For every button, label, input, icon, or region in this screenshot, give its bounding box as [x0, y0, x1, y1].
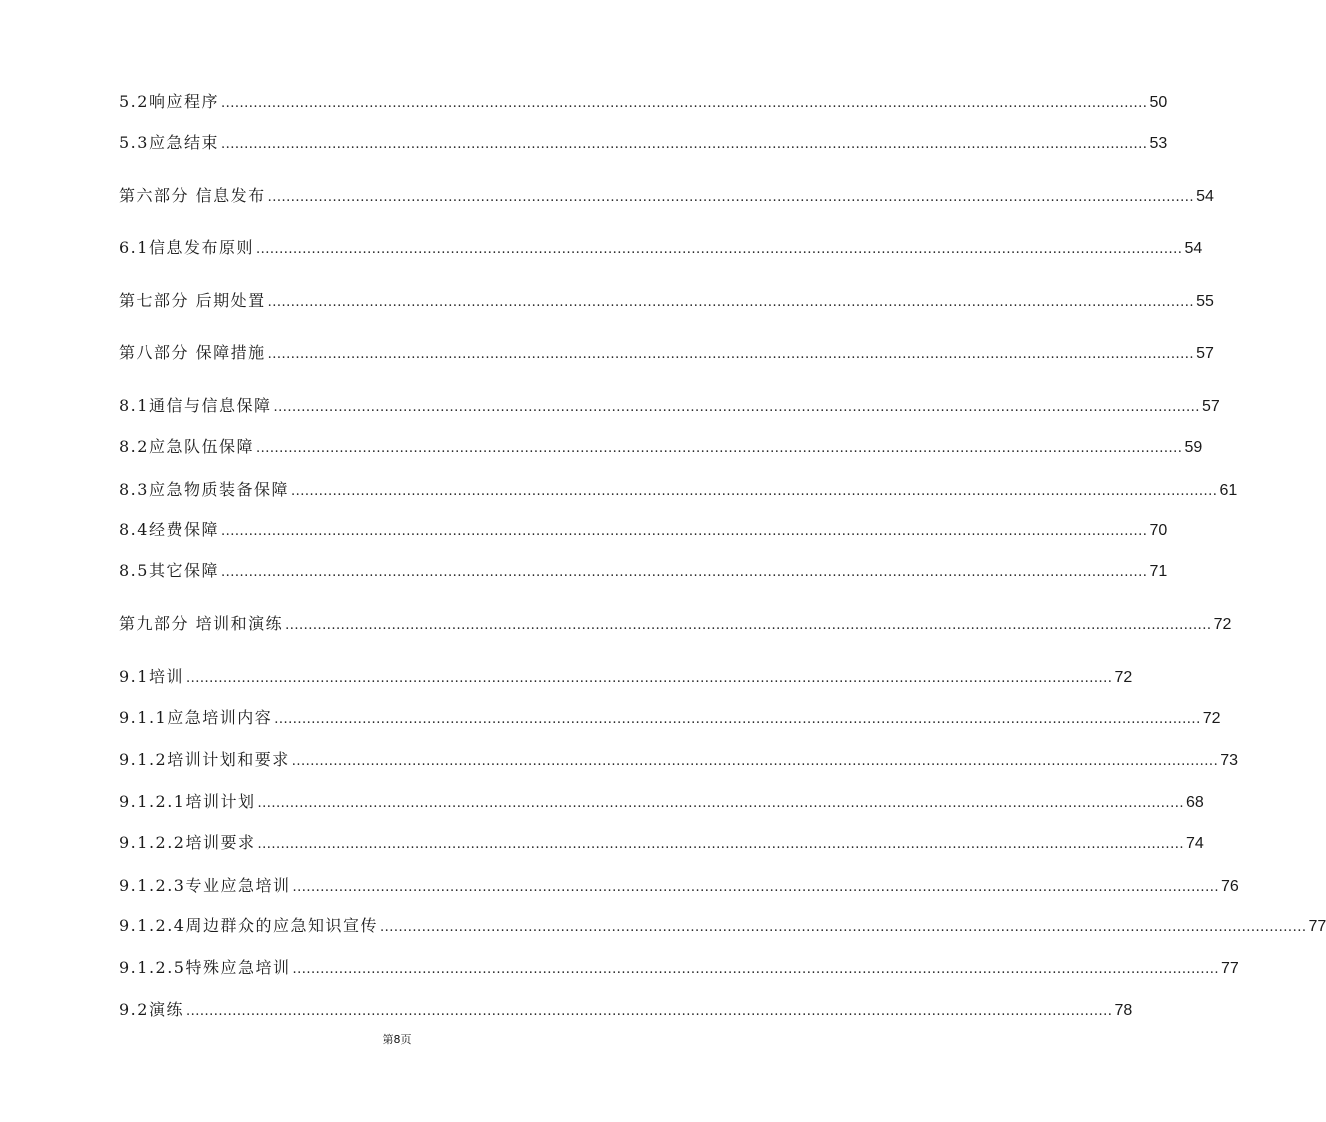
toc-entry[interactable]	[119, 132, 1168, 154]
toc-entry[interactable]	[119, 91, 1168, 113]
toc-number: 8.3	[119, 480, 149, 499]
toc-leader: ........................................................................................................................................................................................................	[257, 837, 1184, 852]
toc-title: 培训计划和要求	[167, 750, 290, 769]
toc-number: 8.4	[119, 520, 149, 539]
toc-entry[interactable]	[119, 999, 1133, 1021]
toc-leader: ........................................................................................................................................................................................................	[255, 441, 1183, 456]
toc-number: 9.1.2.5	[119, 958, 186, 977]
toc-entry[interactable]	[119, 832, 1204, 854]
toc-entry[interactable]	[119, 237, 1203, 259]
toc-leader: ........................................................................................................................................................................................................	[185, 671, 1113, 686]
footer-page-label: 第8页	[382, 1033, 412, 1046]
toc-entry[interactable]	[119, 519, 1168, 541]
toc-page-number: 71	[1149, 563, 1168, 580]
toc-number: 9.1.2.4	[119, 916, 186, 935]
toc-leader: ........................................................................................................................................................................................................	[380, 920, 1307, 935]
toc-page-number: 54	[1184, 240, 1203, 257]
toc-leader: ........................................................................................................................................................................................................	[285, 618, 1212, 633]
toc-title: 应急培训内容	[167, 708, 273, 727]
toc-leader: ........................................................................................................................................................................................................	[220, 96, 1148, 111]
toc-title: 应急物质装备保障	[148, 480, 289, 499]
toc-entry[interactable]	[119, 185, 1214, 207]
toc-page-number: 70	[1149, 522, 1168, 539]
toc-number: 6.1	[119, 238, 149, 257]
toc-page-number: 77	[1308, 918, 1326, 935]
toc-number: 5.3	[119, 133, 149, 152]
toc-entry[interactable]	[119, 560, 1168, 582]
toc-entry[interactable]	[119, 395, 1220, 417]
toc-leader: ........................................................................................................................................................................................................	[257, 796, 1184, 811]
toc-number: 8.1	[119, 396, 149, 415]
toc-page-number: 78	[1114, 1002, 1133, 1019]
toc-page-number: 72	[1213, 616, 1232, 633]
toc-entry[interactable]	[119, 479, 1238, 501]
toc-page-number: 57	[1201, 398, 1220, 415]
toc-title: 其它保障	[148, 561, 219, 580]
toc-entry[interactable]	[119, 290, 1214, 312]
toc-title: 第八部分 保障措施	[119, 343, 266, 362]
toc-title: 应急结束	[148, 133, 219, 152]
toc-page-number: 54	[1196, 188, 1214, 205]
toc-title: 通信与信息保障	[148, 396, 272, 415]
toc-leader: ........................................................................................................................................................................................................	[291, 754, 1219, 769]
toc-entry[interactable]	[119, 791, 1204, 813]
toc-title: 培训	[148, 667, 184, 686]
toc-leader: ........................................................................................................................................................................................................	[267, 190, 1195, 205]
toc-entry[interactable]	[119, 436, 1203, 458]
toc-page-number: 74	[1185, 835, 1204, 852]
toc-page-number: 57	[1196, 345, 1214, 362]
toc-page-number: 72	[1114, 669, 1133, 686]
toc-leader: ........................................................................................................................................................................................................	[220, 565, 1148, 580]
toc-page-number: 61	[1219, 482, 1238, 499]
toc-number: 9.1	[119, 667, 149, 686]
toc-number: 9.1.2.1	[119, 792, 186, 811]
toc-title: 培训计划	[185, 792, 256, 811]
toc-entry[interactable]	[119, 957, 1239, 979]
toc-entry[interactable]	[119, 749, 1238, 771]
toc-page-number: 55	[1196, 293, 1214, 310]
toc-entry[interactable]	[119, 666, 1133, 688]
toc-number: 9.1.2.3	[119, 876, 186, 895]
toc-page-number: 76	[1220, 878, 1239, 895]
toc-number: 9.1.2	[119, 750, 168, 769]
toc-leader: ........................................................................................................................................................................................................	[185, 1004, 1113, 1019]
toc-entry[interactable]	[119, 915, 1326, 937]
toc-leader: ........................................................................................................................................................................................................	[220, 137, 1148, 152]
toc-entry[interactable]	[119, 875, 1239, 897]
toc-page-number: 73	[1220, 752, 1238, 769]
toc-title: 响应程序	[148, 92, 219, 111]
toc-leader: ........................................................................................................................................................................................................	[273, 400, 1200, 415]
toc-page-number: 53	[1149, 135, 1168, 152]
toc-number: 8.5	[119, 561, 149, 580]
toc-number: 9.2	[119, 1000, 149, 1019]
toc-title: 经费保障	[148, 520, 219, 539]
toc-title: 第九部分 培训和演练	[119, 614, 284, 633]
toc-entry[interactable]	[119, 342, 1214, 364]
toc-leader: ........................................................................................................................................................................................................	[290, 484, 1218, 499]
page-footer	[0, 1031, 794, 1047]
toc-title: 特殊应急培训	[185, 958, 291, 977]
toc-entry[interactable]	[119, 707, 1221, 729]
toc-page-number: 59	[1184, 439, 1203, 456]
toc-title: 应急队伍保障	[148, 437, 254, 456]
toc-number: 9.1.1	[119, 708, 168, 727]
toc-title: 信息发布原则	[148, 238, 254, 257]
toc-title: 周边群众的应急知识宣传	[185, 916, 378, 935]
toc-leader: ........................................................................................................................................................................................................	[220, 524, 1148, 539]
toc-leader: ........................................................................................................................................................................................................	[292, 962, 1219, 977]
toc-page-number: 50	[1149, 94, 1168, 111]
toc-leader: ........................................................................................................................................................................................................	[255, 242, 1183, 257]
toc-number: 5.2	[119, 92, 149, 111]
toc-leader: ........................................................................................................................................................................................................	[292, 880, 1219, 895]
toc-page-number: 77	[1220, 960, 1239, 977]
toc-title: 专业应急培训	[185, 876, 291, 895]
toc-title: 培训要求	[185, 833, 256, 852]
toc-page-number: 68	[1185, 794, 1204, 811]
toc-title: 第六部分 信息发布	[119, 186, 266, 205]
toc-number: 8.2	[119, 437, 149, 456]
toc-entry[interactable]	[119, 613, 1232, 635]
toc-number: 9.1.2.2	[119, 833, 186, 852]
toc-leader: ........................................................................................................................................................................................................	[267, 295, 1195, 310]
toc-leader: ........................................................................................................................................................................................................	[267, 347, 1195, 362]
toc-leader: ........................................................................................................................................................................................................	[274, 712, 1201, 727]
toc-title: 第七部分 后期处置	[119, 291, 266, 310]
toc-title: 演练	[148, 1000, 184, 1019]
toc-page-number: 72	[1202, 710, 1221, 727]
